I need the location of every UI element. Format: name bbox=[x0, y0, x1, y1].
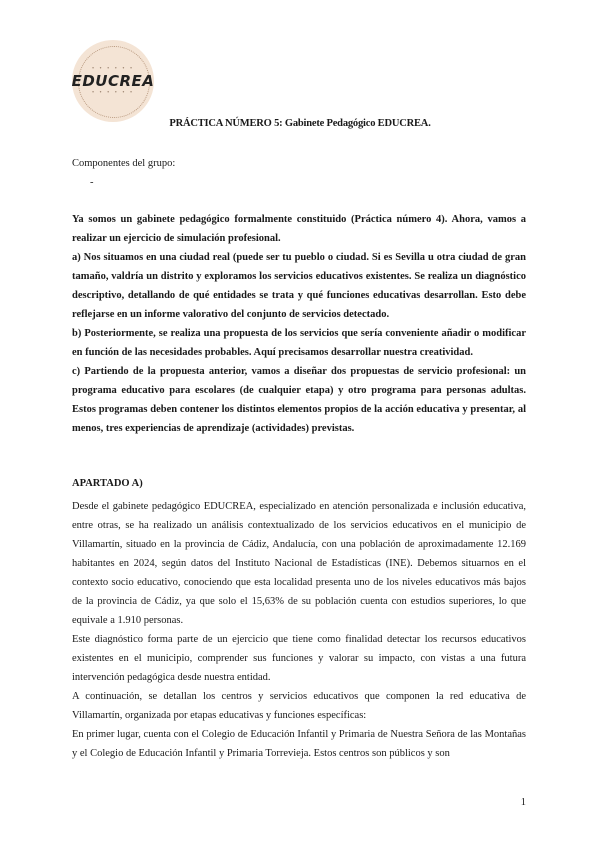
section-a-paragraph-2: Este diagnóstico forma parte de un ejercicio que tiene como finalidad detectar los recursos educativos existentes en el municipio, comprender sus funciones y valorar su impacto, con vistas a una futura intervención pedagógica desde nuestra entidad. bbox=[72, 634, 526, 683]
page-number: 1 bbox=[520, 797, 526, 808]
instructions-paragraph-c: c) Partiendo de la propuesta anterior, vamos a diseñar dos propuestas de servicio profesional: un programa educativo para escolares (de cualquier etapa) y otro programa para personas adultas. Estos programas deben contener los distintos elementos propios de la acción educativa y presentar, al menos, tres experiencias de aprendizaje (actividades) previstas. bbox=[72, 366, 526, 434]
document-title: PRÁCTICA NÚMERO 5: Gabinete Pedagógico EDUCREA. bbox=[169, 118, 431, 129]
section-a-body bbox=[72, 497, 526, 763]
logo-top-dots: • • • • • • bbox=[91, 66, 135, 72]
components-dash: - bbox=[90, 177, 94, 188]
instructions-paragraph-1: Ya somos un gabinete pedagógico formalmente constituido (Práctica número 4). Ahora, vamos a realizar un ejercicio de simulación profesional. bbox=[72, 214, 526, 244]
educrea-logo bbox=[72, 40, 154, 122]
instructions-paragraph-a: a) Nos situamos en una ciudad real (puede ser tu pueblo o ciudad. Si es Sevilla u otra ciudad de gran tamaño, valdría un distrito y exploramos los servicios educativos existentes. Se realiza un diagnóstico descriptivo, detallando de qué entidades se trata y qué funciones educativas desarrollan. Esto debe reflejarse en un informe valorativo del conjunto de servicios detectado. bbox=[72, 252, 526, 320]
section-a-paragraph-4: En primer lugar, cuenta con el Colegio de Educación Infantil y Primaria de Nuestra Señora de las Montañas y el Colegio de Educación Infantil y Primaria Torrevieja. Estos centros son públicos y son bbox=[72, 729, 526, 759]
instructions-block bbox=[72, 210, 526, 438]
section-a-paragraph-1: Desde el gabinete pedagógico EDUCREA, especializado en atención personalizada e inclusión educativa, entre otras, se ha realizado un análisis contextualizado de los servicios educativos en el municipio de Villamartín, situado en la provincia de Cádiz, Andalucía, con una población de aproximadamente 12.169 habitantes en 2024, según datos del Instituto Nacional de Estadísticas (INE). Debemos situarnos en el contexto socio educativo, conociendo que esta localidad presenta uno de los niveles educativos más bajos de la provincia de Cádiz, ya que solo el 15,63% de su población cuenta con estudios superiores, lo que equivale a 1.910 personas. bbox=[72, 501, 526, 626]
components-label: Componentes del grupo: bbox=[72, 158, 176, 169]
instructions-paragraph-b: b) Posteriormente, se realiza una propuesta de los servicios que sería conveniente añadir o modificar en función de las necesidades probables. Aquí precisamos desarrollar nuestra creatividad. bbox=[72, 328, 526, 358]
section-a-paragraph-3: A continuación, se detallan los centros y servicios educativos que componen la red educativa de Villamartín, organizada por etapas educativas y funciones específicas: bbox=[72, 691, 526, 721]
logo-text: EDUCREA bbox=[71, 72, 155, 90]
logo-bottom-dots: • • • • • • bbox=[91, 90, 135, 96]
section-a-heading: APARTADO A) bbox=[72, 478, 143, 489]
